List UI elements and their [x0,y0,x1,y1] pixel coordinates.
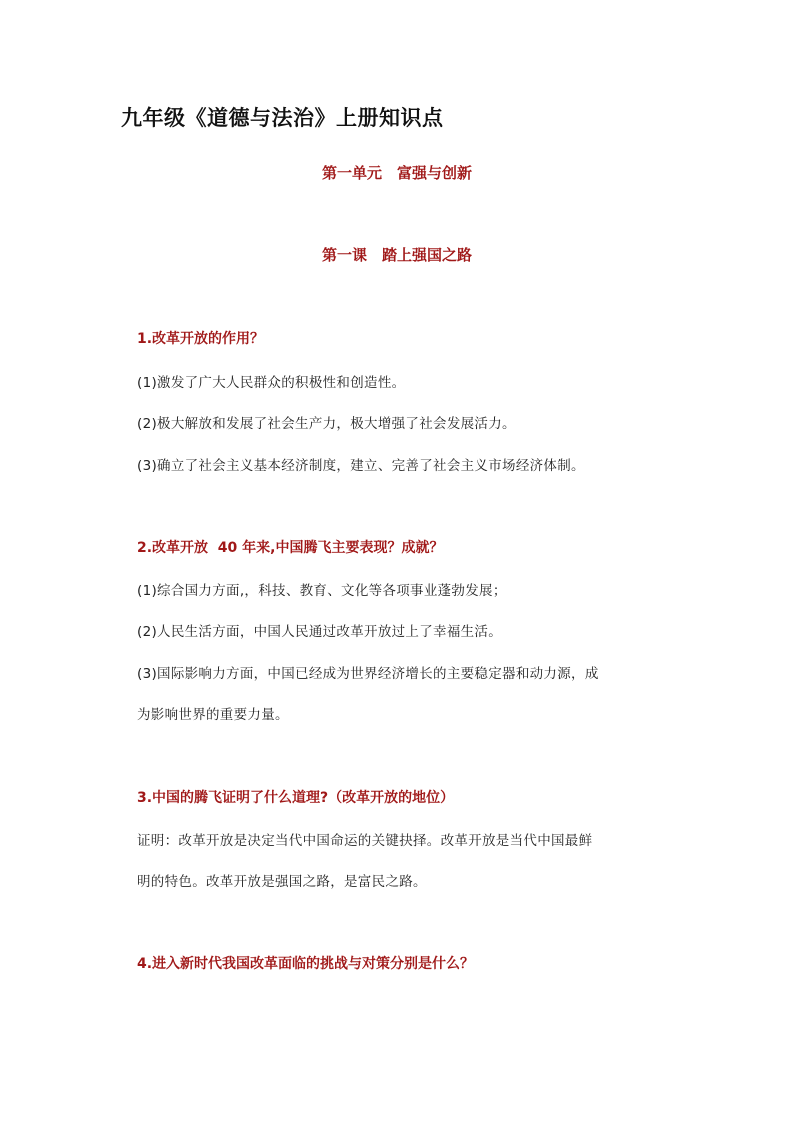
question-heading: 2.改革开放 40 年来,中国腾飞主要表现？成就？ [137,540,444,556]
question-heading: 4.进入新时代我国改革面临的挑战与对策分别是什么？ [137,956,475,972]
answer-line: (3)确立了社会主义基本经济制度，建立、完善了社会主义市场经济体制。 [137,458,585,474]
answer-line: (1)激发了广大人民群众的积极性和创造性。 [137,375,406,391]
question-heading: 1.改革开放的作用？ [137,331,265,347]
unit-heading: 第一单元 富强与创新 [321,164,472,182]
answer-line: 证明：改革开放是决定当代中国命运的关键抉择。改革开放是当代中国最鲜 [137,833,593,849]
document-title: 九年级《道德与法治》上册知识点 [121,106,444,130]
answer-line: (3)国际影响力方面，中国已经成为世界经济增长的主要稳定器和动力源，成 [137,666,599,682]
answer-line: 为影响世界的重要力量。 [137,707,289,723]
answer-line: (2)极大解放和发展了社会生产力，极大增强了社会发展活力。 [137,416,516,432]
answer-line: 明的特色。改革开放是强国之路，是富民之路。 [137,874,427,890]
question-heading: 3.中国的腾飞证明了什么道理?（改革开放的地位） [137,790,455,806]
answer-line: (1)综合国力方面,，科技、教育、文化等各项事业蓬勃发展； [137,583,507,599]
answer-line: (2)人民生活方面，中国人民通过改革开放过上了幸福生活。 [137,624,503,640]
lesson-heading: 第一课 踏上强国之路 [321,246,472,264]
